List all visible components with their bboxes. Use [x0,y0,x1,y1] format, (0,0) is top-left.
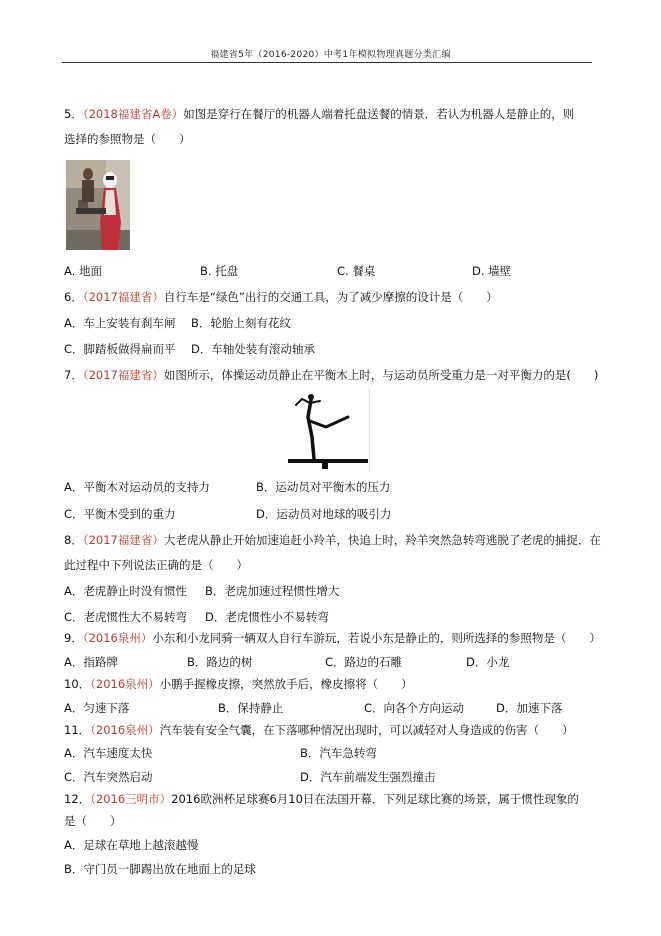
question-6-line-1: 6．（2017福建省）自行车是“绿色”出行的交通工具，为了减少摩擦的设计是（ ） [64,290,498,304]
question-11-option-a[interactable]: A．汽车速度太快 [64,746,153,760]
question-5-line-2: 选择的参照物是（ ） [64,132,191,146]
question-10-option-d[interactable]: D．加速下落 [496,701,563,715]
question-9-option-b[interactable]: B．路边的树 [187,655,253,669]
question-10-source: （2016泉州） [90,677,160,691]
question-8-line-2: 此过程中下列说法正确的是（ ） [64,558,248,572]
question-6-option-c[interactable]: C．脚踏板做得扁而平 [64,342,176,356]
question-5-line-1: 5．（2018福建省A卷）如图是穿行在餐厅的机器人端着托盘送餐的情景．若认为机器人是静止的，则 [64,107,575,121]
question-12-line-2: 是（ ） [64,814,122,828]
question-8-option-c[interactable]: C．老虎惯性大不易转弯 [64,610,188,624]
question-10-option-a[interactable]: A．匀速下落 [64,701,130,715]
question-8-source: （2017福建省） [82,533,164,547]
question-12-option-b[interactable]: B．守门员一脚踢出放在地面上的足球 [64,862,256,876]
header-divider [62,62,592,63]
question-7-option-b[interactable]: B．运动员对平衡木的压力 [256,480,391,494]
question-7-option-d[interactable]: D．运动员对地球的吸引力 [256,507,392,521]
question-8-line-1: 8．（2017福建省）大老虎从静止开始加速追赶小羚羊，快追上时，羚羊突然急转弯逃脱了老虎的捕捉．在 [64,533,601,547]
question-8-option-a[interactable]: A．老虎静止时没有惯性 [64,584,187,598]
question-9-option-d[interactable]: D．小龙 [466,655,510,669]
question-10-option-b[interactable]: B．保持静止 [218,701,284,715]
page-header: 福建省5年（2016-2020）中考1年模拟物理真题分类汇编 [210,50,451,60]
robot-waiter-photo [66,160,130,250]
question-9-line-1: 9．（2016泉州）小东和小龙同骑一辆双人自行车游玩，若说小东是静止的，则所选择的参照物是（ ） [64,631,601,645]
question-5-option-c[interactable]: C. 餐桌 [337,264,376,278]
question-11-line-1: 11．（2016泉州）汽车装有安全气囊，在下落哪种情况出现时，可以减轻对人身造成的伤害（ ） [64,723,574,737]
question-10-line-1: 10．（2016泉州）小鹏手握橡皮擦，突然放手后，橡皮擦将（ ） [64,677,413,691]
question-7-source: （2017福建省） [82,368,164,382]
question-10-option-c[interactable]: C．向各个方向运动 [364,701,465,715]
question-5-source: （2018福建省A卷） [82,107,184,121]
question-12-line-1: 12．（2016三明市）2016欧洲杯足球赛6月10日在法国开幕．下列足球比赛的场景，属于惯性现象的 [64,792,579,806]
question-6-option-b[interactable]: B．轮胎上刻有花纹 [191,316,291,330]
question-12-option-a[interactable]: A．足球在草地上越滚越慢 [64,838,199,852]
question-5-option-d[interactable]: D. 墙壁 [472,264,512,278]
question-6-option-a[interactable]: A．车上安装有刹车闸 [64,316,176,330]
question-9-option-c[interactable]: C．路边的石雕 [325,655,403,669]
question-12-source: （2016三明市） [90,792,172,806]
question-5-option-b[interactable]: B. 托盘 [200,264,239,278]
question-11-option-b[interactable]: B．汽车急转弯 [300,746,377,760]
question-6-option-d[interactable]: D．车轴处装有滚动轴承 [191,342,315,356]
question-7-line-1: 7．（2017福建省）如图所示，体操运动员静止在平衡木上时，与运动员所受重力是一对平衡力的是( ) [64,368,599,382]
question-8-option-b[interactable]: B．老虎加速过程惯性增大 [205,584,340,598]
question-5-option-a[interactable]: A. 地面 [64,264,102,278]
question-11-option-d[interactable]: D．汽车前端发生强烈撞击 [300,770,436,784]
question-11-source: （2016泉州） [90,723,160,737]
question-7-option-a[interactable]: A．平衡木对运动员的支持力 [64,480,210,494]
question-9-option-a[interactable]: A．指路牌 [64,655,118,669]
question-9-source: （2016泉州） [82,631,153,645]
question-7-option-c[interactable]: C．平衡木受到的重力 [64,507,176,521]
question-6-source: （2017福建省） [82,290,164,304]
gymnast-balance-beam [286,387,370,471]
question-11-option-c[interactable]: C．汽车突然启动 [64,770,153,784]
question-8-option-d[interactable]: D．老虎惯性小不易转弯 [205,610,329,624]
